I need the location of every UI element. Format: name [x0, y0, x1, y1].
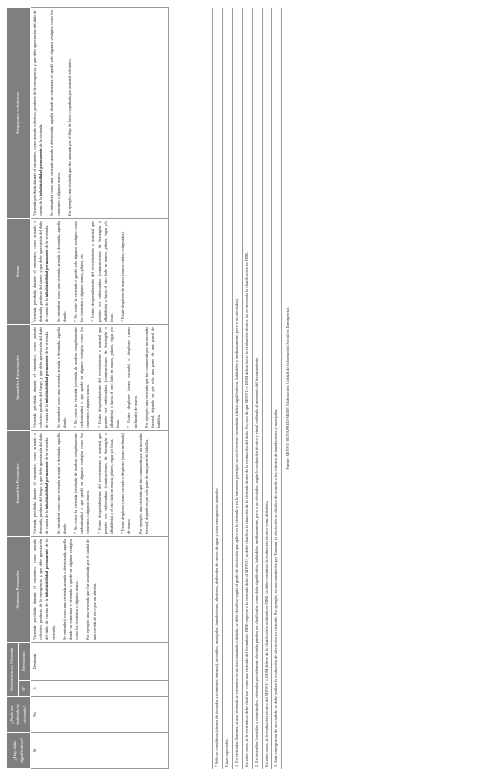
paragraph: Se entenderá como una vivienda armada o destruida, aquella donde: [55, 326, 67, 428]
header-row-1 [7, 7, 19, 768]
header-num: Nº [19, 681, 31, 697]
source-caption: Fuente: MINVU-SENAPRED-MDSF. Elaboración: Unidad de Información Social en Emergencias [285, 307, 291, 470]
paragraph: Se entenderá como una vivienda armada o destruida, aquella donde: [55, 220, 67, 322]
paragraph [32, 327, 51, 428]
note-line: * Sólo se consideran (sismos de tornados y tormentas intensas), incendios, marejadas, inundaciones, aluviones, desbordes de cursos de agua y otras emergencias naturales. [212, 8, 223, 769]
header-sintomas-personales: Síntomas Personales [7, 536, 31, 642]
header-dano-significativo: ¿Hay daño significativo? [7, 733, 31, 769]
note-line: 3. Ante emergencias de otra índole, se debe realizar la evaluación de afectación en vivienda. Por ejemplo, en una inundación por Tsunami, la afectación se clasifica de acuerdo a los criterios de inundaciones y marejadas. [272, 8, 282, 769]
damage-classification-table [6, 7, 169, 769]
paragraph: * Existe desprendimiento del revestimiento o material que permite ver enfierradura (construcciones de hormigón o albañilería) o hacia el otro lado en muros, pilares, vigas y/o losas. [90, 220, 115, 322]
paragraph: * No existe la vivienda (vivienda de madera completamente carbonizadas) o que quedó en algunos vestigios como los cimientos o algunos muros. [73, 432, 91, 534]
bold-text: inhabitabilidad permanente [44, 548, 50, 598]
header-inmuebles-personales: Inmuebles Personales [7, 430, 31, 536]
header-habitabilidad: ¿Pudo ser habitada la vivienda? [7, 697, 31, 733]
paragraph: * Existe desplome de muros (muros caídos, colapsados). [120, 231, 126, 322]
paragraph: * No existe la vivienda (vivienda de madera completamente carbonizadas) o que quedó en algunos vestigios como los cimientos o algunos muros. [73, 326, 91, 428]
text: Vivienda percibida durante el encuentro, como armado colectivo, producto de la emergencia, y que debe apreciación del daño de cuenta de la [32, 9, 44, 216]
text: de la vivienda. [38, 123, 44, 149]
paragraph: Se entenderá como una vivienda armada o deteriorada, aquella donde su estructura o vivienda o quedó en algunos vestigios como los cimientos o algunos muros. [61, 538, 80, 640]
paragraph: Se entenderá como una vivienda armada o deteriorada, aquella donde su estructura se quedó solo algunos vestigios como los cimientos o algunos muros. [49, 9, 61, 216]
header-inmuebles-estructurales: Inmuebles Estructurales [7, 324, 31, 430]
paragraph: * Existe desplome (muro vaciado o desplome (muro inclinado) de muros. [120, 432, 132, 534]
paragraph: * Existe desplome (muro vaciado) o desplome (muro inclinado) de muros. [126, 326, 138, 428]
text: de la vivienda. [44, 539, 56, 640]
paragraph [32, 10, 44, 216]
cell-sismo [31, 218, 169, 324]
bold-text: inhabitabilidad permanente [44, 355, 50, 404]
note-line: 2. En incendios forestales y estructurales, viviendas parcialmente afectadas pueden ser clasificadas como daño significativo, habitables, medianamente, poco o no afectados, según la evaluación técnica y visual realizada al momento del levantamiento. [253, 8, 263, 769]
paragraph: Por ejemplo: una vivienda que fue consumida por un incendio forestal, dejando en pie solo una parte de una pared de ladrillos. [143, 326, 162, 428]
note-line: En estos casos, si la vivienda se debe clasificar como una vivienda del formulario FIBE respecto a la vivienda daño al MINVU, se debe clasificar la situación de la vivienda dentro de la evaluación del daño. En caso de que MINVU o DOM deban hacer la evaluación técnica, no es necesaria la clasificación en FIBE. [243, 8, 253, 769]
note-line: 1. En viviendas flotantes, si una vivienda se encuentra en un área inundada o dañada, se debe clasificar según el grado de afectación que aplica en la vivienda y en la estructura principal, no en el terreno circundante (daños significativos, habitables y medianamente, poco o no afectados). [233, 8, 243, 769]
paragraph: * No existe la vivienda o quedó solo algunos vestigios como los cimientos o algunos muros, pilares, etc. [73, 220, 85, 322]
paragraph: Se entenderá como una vivienda armada o destruida, aquella donde: [55, 432, 67, 534]
table-row [31, 7, 169, 768]
cell-habitabilidad: No [31, 697, 169, 733]
bold-text: inhabitabilidad permanente [44, 249, 50, 298]
note-line: Casos especiales: [223, 8, 233, 769]
text: de la vivienda. [44, 224, 50, 250]
bold-text: inhabitabilidad permanente [38, 148, 44, 196]
text: Vivienda percibida durante el encuentro, como armado o destruida, producto del fuego, y que debe apreciación del daño de cuenta de la [32, 432, 50, 534]
paragraph: * Existe desprendimiento del revestimiento o material que permite ver enfierradura (construcciones de hormigón o albañilería) o hacia el otro lado en muros, pilares, vigas y/o losas. [96, 326, 121, 428]
cell-afectacion: Destruida [31, 642, 169, 680]
cell-dano-significativo: Sí [31, 733, 169, 769]
cell-empujones [31, 7, 169, 218]
notes-section [212, 8, 291, 769]
text: Vivienda percibida durante el encuentro, como armado colectivo, producto de la emergencia, y que debe apreciación del daño de cuenta de la [32, 538, 50, 640]
text: Vivienda percibida durante el encuentro, como armado o destruida, producto del sismo, y que debe apreciación del daño de cuenta de la [32, 220, 50, 322]
paragraph [32, 221, 51, 322]
header-afectacion: Afectación [19, 642, 31, 680]
text: Vivienda percibida durante el encuentro, como armado colectivo producto del fuego, y que debe apreciación del daño de cuenta de la [32, 326, 50, 428]
header-sismo: Sismo [7, 218, 31, 324]
cell-num: 5 [31, 681, 169, 697]
header-afectacion-group: Afectación en Vivienda [7, 642, 19, 696]
text: de la vivienda. [44, 330, 50, 356]
paragraph: Por ejemplo: una vivienda que fue consumida por un incendio forestal, dejando en pie solo parte de una pared de ladrillos. [137, 432, 149, 534]
paragraph: Por ejemplo: una vivienda que fue arrastrada por el caudal de una crecida de río o por un aluvión. [85, 538, 97, 640]
bold-text: inhabitabilidad permanente [44, 461, 50, 510]
cell-inmuebles-estructurales [31, 324, 169, 430]
note-line: En estos casos, si la evaluación técnica del MINVU o DOM difiere de la clasificación realizada en FIBE, se debe considerar la evaluación técnica como definitiva. [263, 8, 273, 769]
header-empujones: Empujones volcánicos [7, 7, 31, 218]
cell-sintomas-personales [31, 536, 169, 642]
paragraph [32, 433, 51, 534]
paragraph: Por ejemplo: una vivienda que fue arrasada por el flujo de lava o sepultada por material volcánico. [66, 58, 72, 216]
cell-inmuebles-personales [31, 430, 169, 536]
paragraph [32, 539, 57, 640]
text: de la vivienda. [44, 436, 50, 462]
paragraph: * Existe desprendimiento del revestimiento o material que permite ver enfierradura (construcciones de hormigón o albañilería) o el otro lado en muros, pilares, vigas y/o losas. [96, 432, 115, 534]
